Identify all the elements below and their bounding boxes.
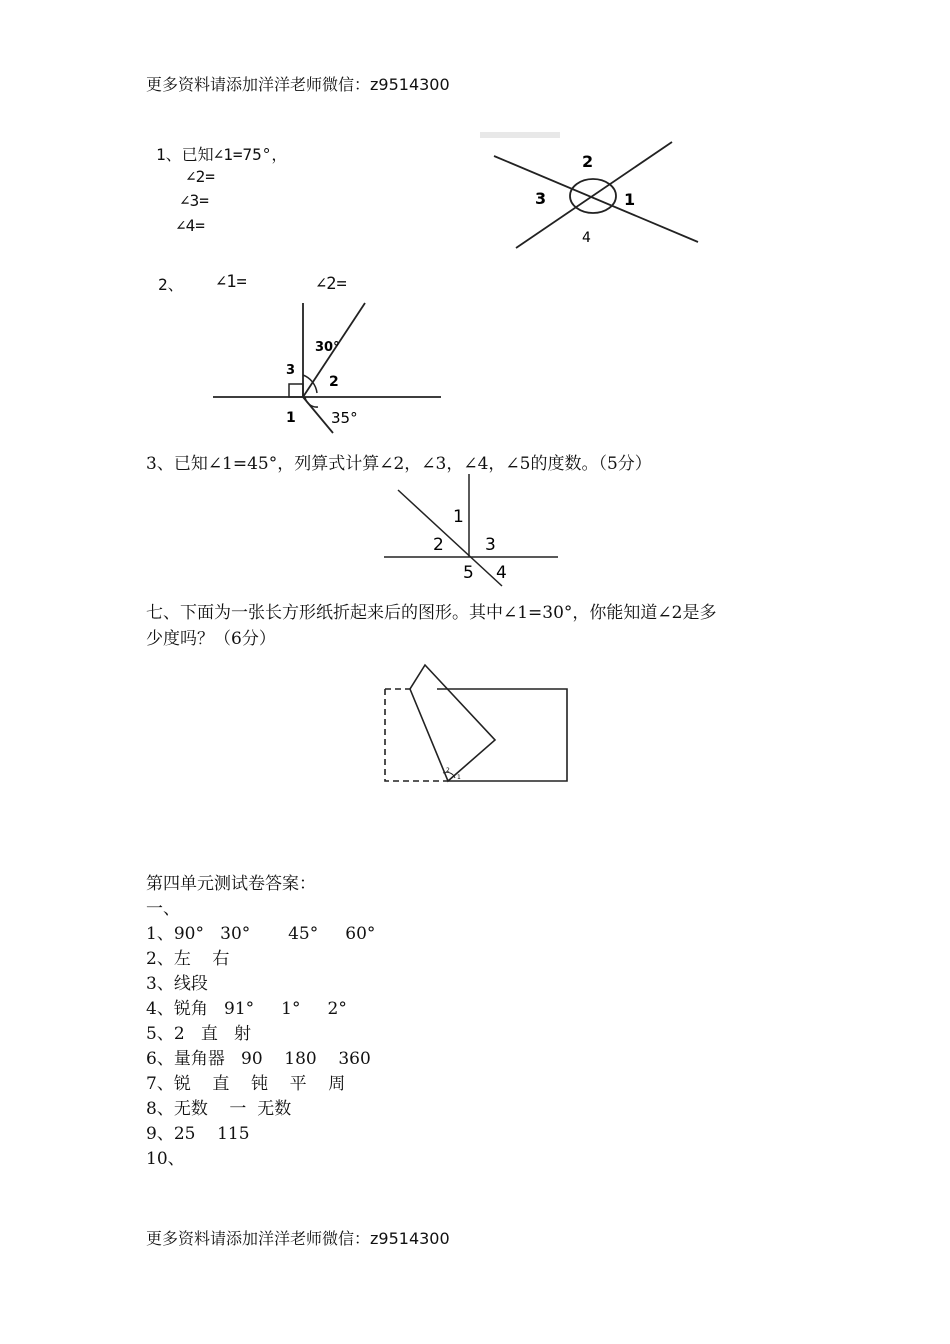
- q1-line2: ∠2=: [186, 167, 215, 186]
- q2-label-30: 30°: [315, 340, 340, 355]
- q3-label-3: 3: [485, 535, 496, 555]
- q7-label-2: 2: [446, 767, 450, 774]
- answer-item: 一、: [146, 899, 180, 919]
- q1-label-2: 2: [582, 152, 594, 171]
- q3-label-2: 2: [433, 535, 444, 555]
- q7-folded-flap: [410, 665, 495, 781]
- q2-number: 2、: [158, 275, 184, 294]
- answer-item: 9、25 115: [146, 1124, 250, 1144]
- q7-rectangle: [437, 689, 567, 781]
- q3-label-5: 5: [463, 563, 474, 583]
- q7-figure: [380, 660, 575, 788]
- answer-item: 5、2 直 射: [146, 1024, 252, 1044]
- answers-list: [146, 897, 375, 1172]
- q2-figure: [205, 295, 450, 435]
- answer-item: 1、90° 30° 45° 60°: [146, 924, 376, 944]
- footer-contact: 更多资料请添加洋洋老师微信：z9514300: [146, 1229, 450, 1248]
- q2-label-2: 2: [329, 374, 339, 390]
- q2-label-35: 35°: [331, 409, 358, 427]
- q2-right-angle-mark: [289, 384, 303, 397]
- q2-angle2: ∠2=: [316, 274, 347, 294]
- header-contact: 更多资料请添加洋洋老师微信：z9514300: [146, 75, 450, 94]
- answer-item: 3、线段: [146, 974, 208, 994]
- q1-line4: ∠4=: [176, 216, 205, 235]
- q2-angle1: ∠1=: [216, 272, 247, 292]
- q3-label-1: 1: [453, 507, 464, 527]
- q1-line1: 1、已知∠1=75°，: [156, 145, 288, 164]
- q2-label-1: 1: [286, 410, 296, 426]
- q7-line1: 七、下面为一张长方形纸折起来后的图形。其中∠1=30°，你能知道∠2是多: [146, 603, 717, 623]
- answer-item: 10、: [146, 1149, 185, 1169]
- q2-angle1-arc: [305, 397, 318, 407]
- answer-item: 6、量角器 90 180 360: [146, 1049, 371, 1069]
- q7-line2: 少度吗？（6分）: [146, 629, 276, 649]
- answer-item: 4、锐角 91° 1° 2°: [146, 999, 347, 1019]
- q1-label-1: 1: [624, 190, 636, 209]
- answers-title: 第四单元测试卷答案：: [146, 874, 316, 894]
- q2-label-3: 3: [286, 363, 296, 378]
- answer-item: 8、无数 一 无数: [146, 1099, 292, 1119]
- answer-item: 7、锐 直 钝 平 周: [146, 1074, 346, 1094]
- q1-line-b: [494, 156, 698, 242]
- q3-figure: [380, 470, 565, 588]
- q1-label-3: 3: [535, 189, 547, 208]
- q1-figure: [480, 130, 710, 260]
- q3-text: 3、已知∠1=45°，列算式计算∠2，∠3，∠4，∠5的度数。（5分）: [146, 454, 652, 474]
- answer-item: 2、左 右: [146, 949, 230, 969]
- q3-label-4: 4: [496, 563, 507, 583]
- q7-label-1: 1: [457, 774, 461, 781]
- q1-label-4: 4: [582, 230, 591, 246]
- scan-artifact: [480, 132, 560, 138]
- q1-line3: ∠3=: [180, 191, 209, 210]
